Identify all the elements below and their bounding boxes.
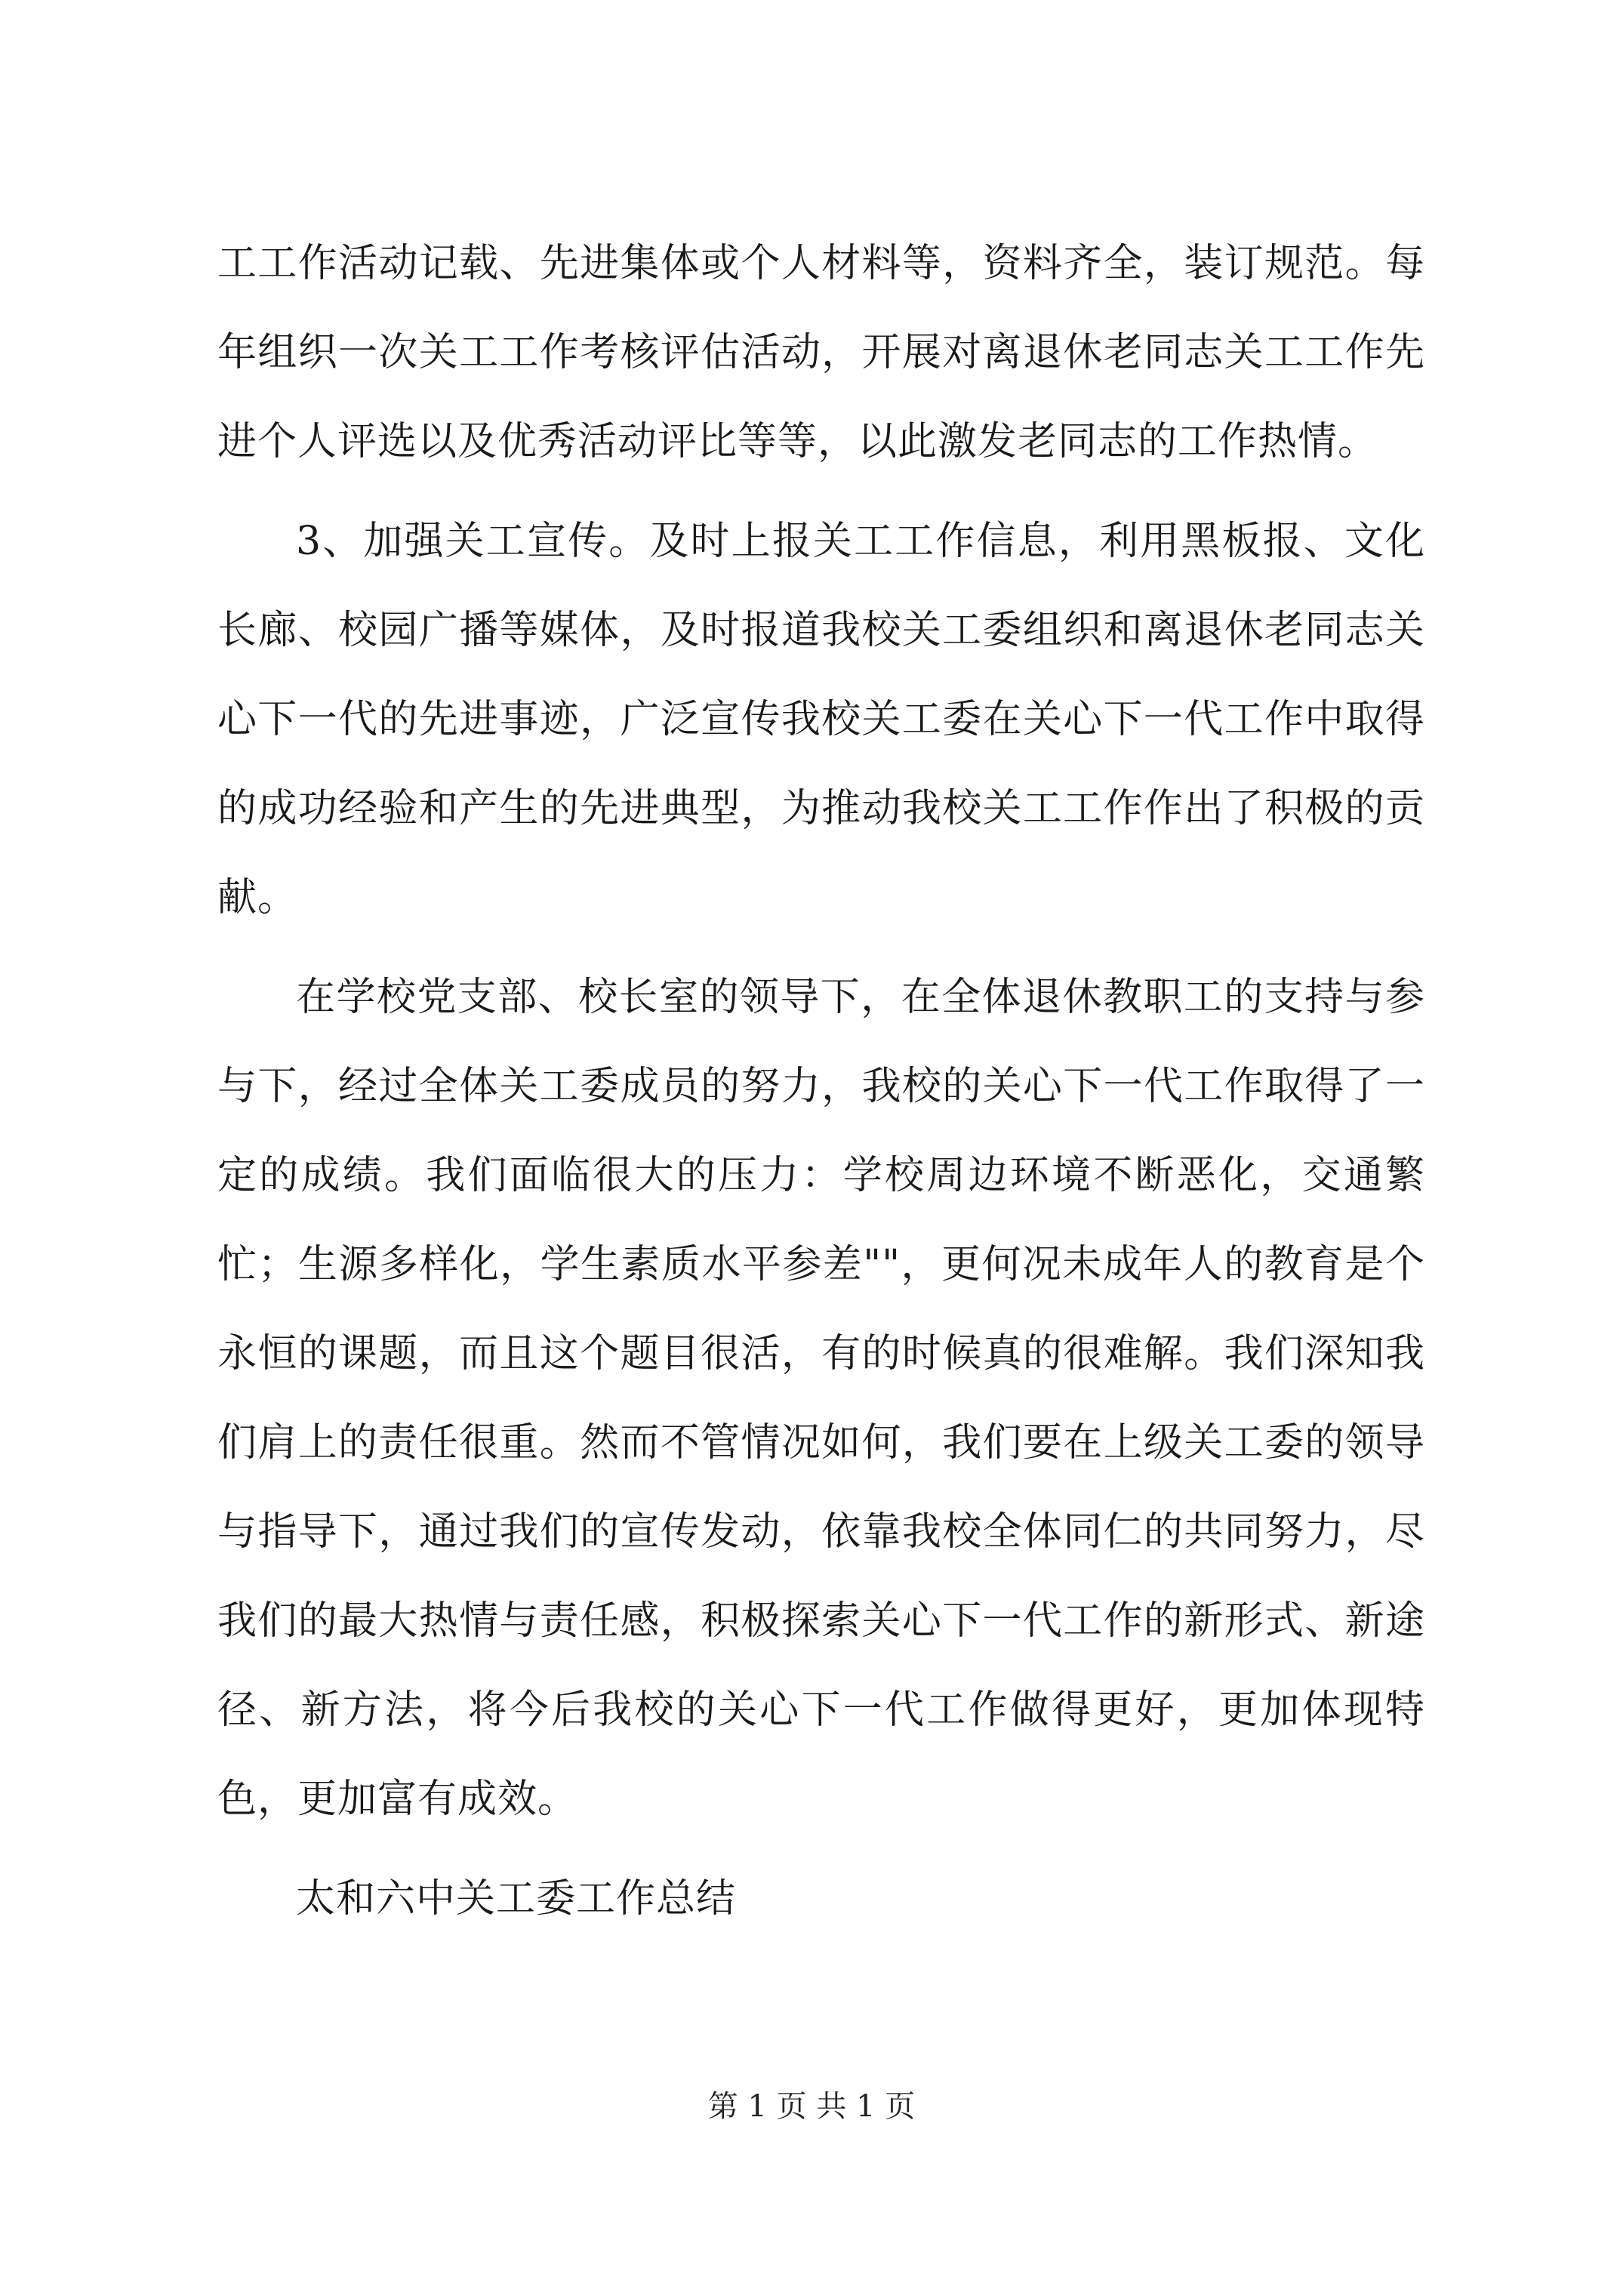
- paragraph-materials: 工工作活动记载、先进集体或个人材料等，资料齐全，装订规范。每年组织一次关工工作考核评估活动，开展对离退休老同志关工工作先进个人评选以及优秀活动评比等等，以此激发老同志的工作热情。: [217, 241, 1425, 464]
- document-title-line: 太和六中关工委工作总结: [296, 1876, 737, 1922]
- page-footer: 第 1 页 共 1 页: [707, 2089, 916, 2124]
- document-body: [217, 219, 1425, 1954]
- paragraph-publicity: 3、加强关工宣传。及时上报关工工作信息，利用黑板报、文化长廊、校园广播等媒体，及时报道我校关工委组织和离退休老同志关心下一代的先进事迹，广泛宣传我校关工委在关心下一代工作中取得的成功经验和产生的先进典型，为推动我校关工工作作出了积极的贡献。: [217, 519, 1425, 920]
- paragraph-conclusion: 在学校党支部、校长室的领导下，在全体退休教职工的支持与参与下，经过全体关工委成员的努力，我校的关心下一代工作取得了一定的成绩。我们面临很大的压力：学校周边环境不断恶化，交通繁忙；生源多样化，学生素质水平参差""，更何况未成年人的教育是个永恒的课题，而且这个题目很活，有的时候真的很难解。我们深知我们肩上的责任很重。然而不管情况如何，我们要在上级关工委的领导与指导下，通过我们的宣传发动，依靠我校全体同仁的共同努力，尽我们的最大热情与责任感，积极探索关心下一代工作的新形式、新途径、新方法，将今后我校的关心下一代工作做得更好，更加体现特色，更加富有成效。: [217, 975, 1425, 1822]
